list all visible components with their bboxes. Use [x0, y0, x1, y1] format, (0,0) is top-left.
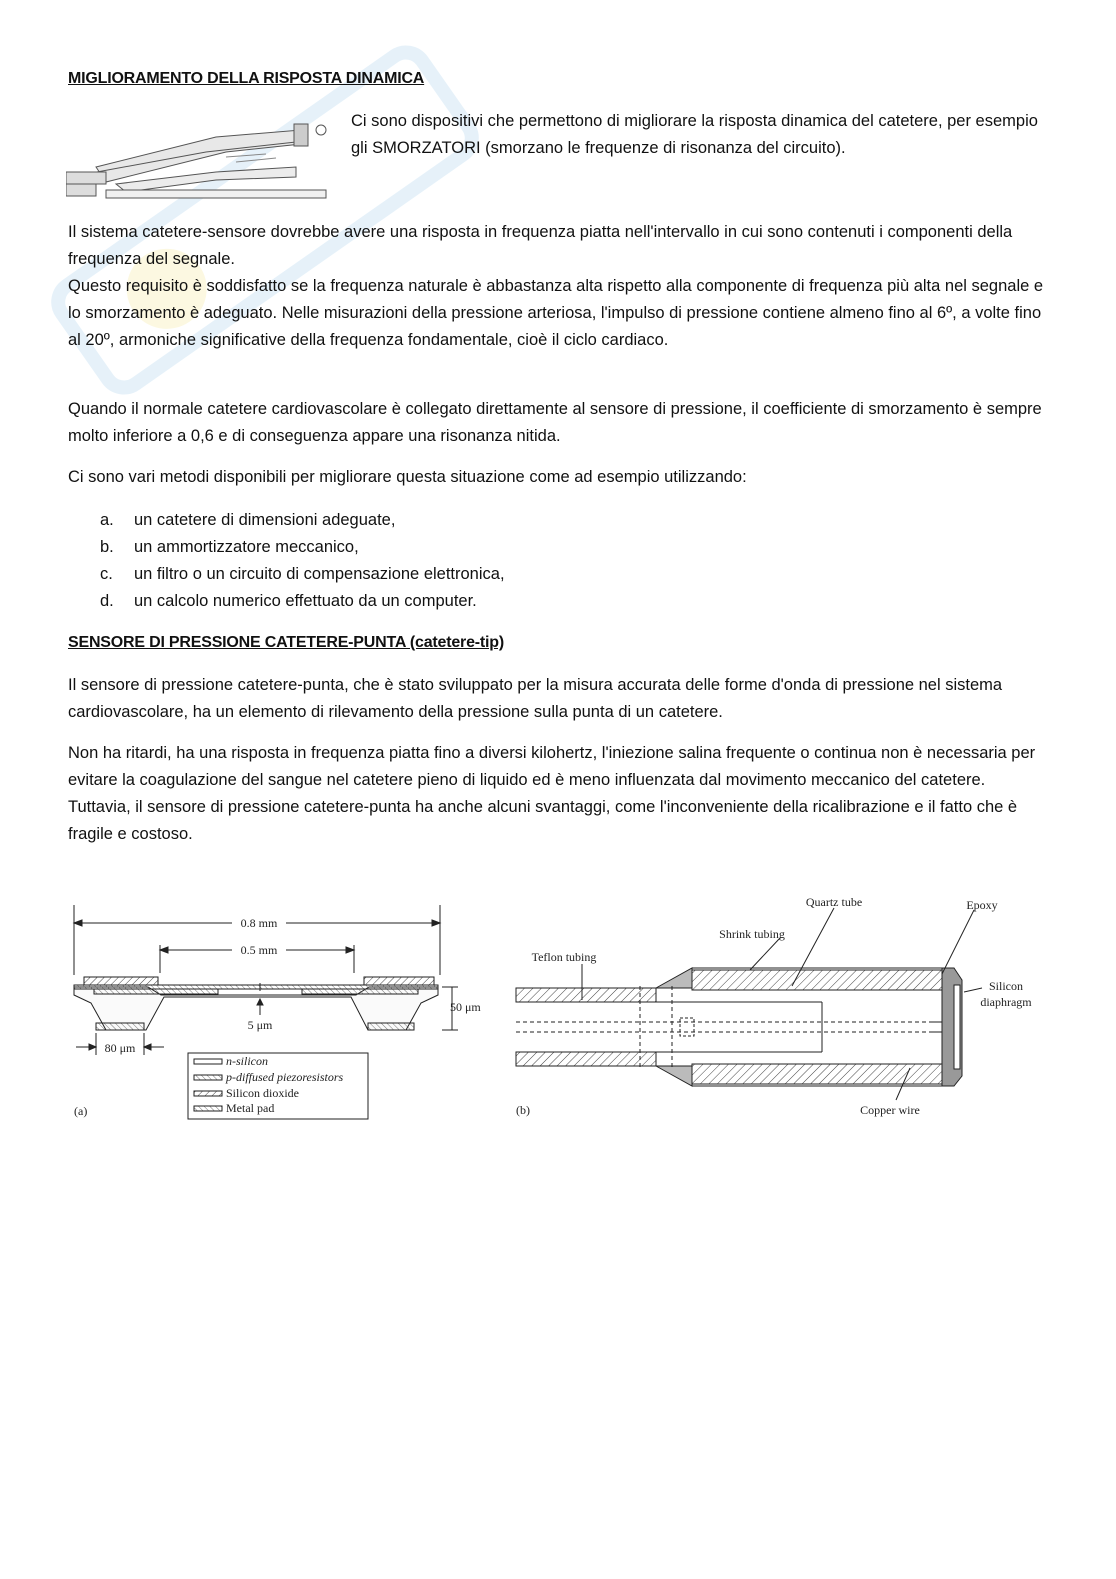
paragraph-text: Questo requisito è soddisfatto se la frequenza naturale è abbastanza alta rispetto alla componente di frequenza più alta nel segnale e lo smorzamento è adeguato. Nelle misurazioni della pressione arteriosa, l'impulso di pressione contiene almeno fino al 6º, a volte fino al 20º, armoniche significative della frequenza fondamentale, cioè il ciclo cardiaco. [68, 277, 1044, 349]
intro-paragraph: Ci sono dispositivi che permettono di migliorare la risposta dinamica del catetere, per esempio gli SMORZATORI (smorzano le frequenze di risonanza del circuito). [351, 112, 1038, 157]
damper-illustration [66, 112, 341, 212]
list-item-text: un filtro o un circuito di compensazione elettronica, [134, 565, 505, 583]
list-item [100, 588, 505, 615]
legend-label: p-diffused piezoresistors [226, 1070, 344, 1084]
list-marker: d. [100, 592, 114, 610]
section-title-catheter-tip: SENSORE DI PRESSIONE CATETERE-PUNTA (catetere-tip) [68, 634, 504, 651]
figure-label: Shrink tubing [719, 927, 785, 941]
figure-a-sensor-cross-section [66, 895, 496, 1130]
figure-label: Silicon [988, 979, 1024, 993]
list-item-text: un ammortizzatore meccanico, [134, 538, 359, 556]
methods-list [100, 507, 505, 615]
paragraph-text: Non ha ritardi, ha una risposta in frequenza piatta fino a diversi kilohertz, l'iniezione salina frequente o continua non è necessaria per evitare la coagulazione del sangue nel catetere pieno di liquido ed è meno influenzata dal movimento meccanico del catetere. [68, 744, 1036, 789]
list-item-text: un catetere di dimensioni adeguate, [134, 511, 396, 529]
figure-b-catheter-tip-assembly [512, 890, 1042, 1125]
figure-caption: (b) [516, 1103, 530, 1117]
dim-label: 50 μm [450, 1000, 481, 1014]
figure-label: Teflon tubing [531, 950, 597, 964]
legend-label: n-silicon [226, 1054, 268, 1068]
list-item-text: un calcolo numerico effettuato da un computer. [134, 592, 477, 610]
list-item [100, 507, 505, 534]
figure-caption: (a) [74, 1104, 88, 1118]
figure-label: diaphragm [980, 995, 1032, 1009]
list-marker: b. [100, 538, 114, 556]
paragraph-methods-intro: Ci sono vari metodi disponibili per migliorare questa situazione come ad esempio utilizzando: [68, 468, 747, 486]
legend-label: Metal pad [226, 1101, 275, 1115]
paragraph-text: Il sistema catetere-sensore dovrebbe avere una risposta in frequenza piatta nell'intervallo in cui sono contenuti i componenti della frequenza del segnale. [68, 223, 1013, 268]
paragraph-damping-coefficient: Quando il normale catetere cardiovascolare è collegato direttamente al sensore di pressione, il coefficiente di smorzamento è sempre molto inferiore a 0,6 e di conseguenza appare una risonanza nitida. [68, 400, 1042, 445]
paragraph-catheter-tip-description: Il sensore di pressione catetere-punta, che è stato sviluppato per la misura accurata delle forme d'onda di pressione nel sistema cardiovascolare, ha un elemento di rilevamento della pressione sulla punta di un catetere. [68, 676, 1003, 721]
section-title-dynamic-response: MIGLIORAMENTO DELLA RISPOSTA DINAMICA [68, 70, 425, 87]
figure-label: Quartz tube [805, 895, 863, 909]
paragraph-catheter-tip-advantages [68, 740, 1048, 848]
figure-label: Copper wire [860, 1103, 920, 1117]
legend-label: Silicon dioxide [226, 1086, 299, 1100]
list-marker: c. [100, 565, 113, 583]
dim-label: 80 μm [104, 1041, 136, 1055]
list-marker: a. [100, 511, 114, 529]
dim-label: 0.5 mm [240, 943, 278, 957]
list-item [100, 534, 505, 561]
list-item [100, 561, 505, 588]
paragraph-text: Tuttavia, il sensore di pressione catetere-punta ha anche alcuni svantaggi, come l'inconveniente della ricalibrazione e il fatto che è fragile e costoso. [68, 798, 1018, 843]
dim-label: 5 μm [247, 1018, 273, 1032]
dim-label: 0.8 mm [240, 916, 278, 930]
figure-label: Epoxy [966, 898, 998, 912]
paragraph-frequency-response [68, 219, 1048, 354]
